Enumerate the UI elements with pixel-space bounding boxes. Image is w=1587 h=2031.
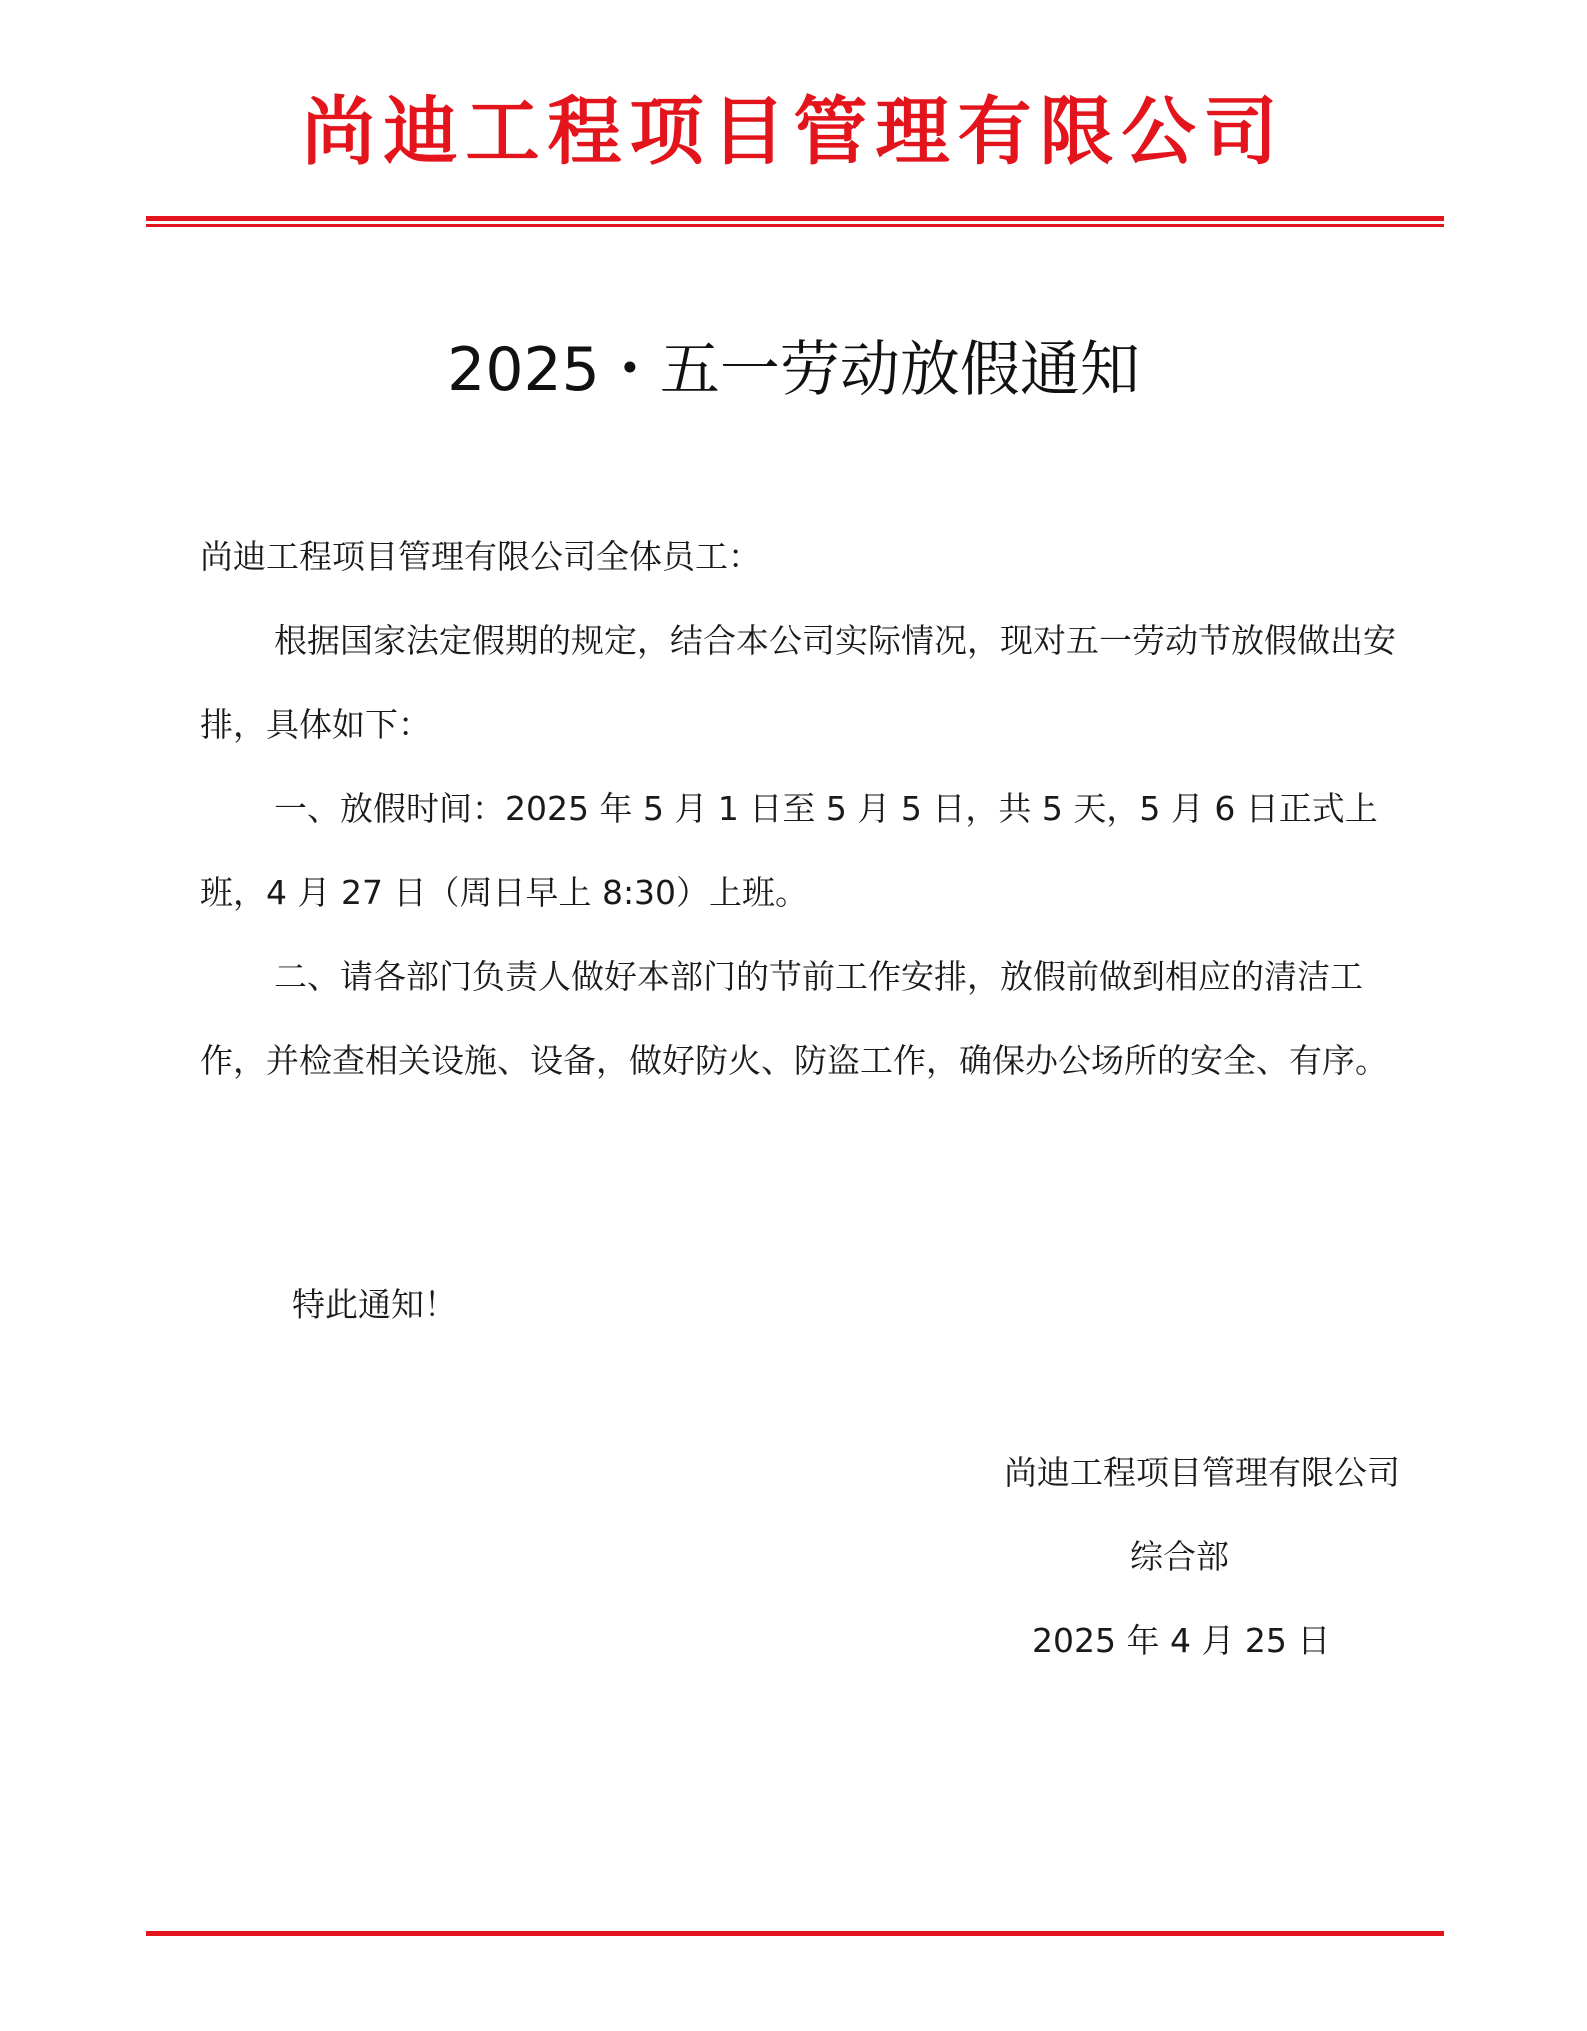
notice-title: 2025・五一劳动放假通知	[447, 335, 1140, 405]
letterhead-company-name: 尚迪工程项目管理有限公司	[301, 89, 1286, 175]
signature-department: 综合部	[1130, 1537, 1229, 1576]
salutation: 尚迪工程项目管理有限公司全体员工：	[200, 537, 761, 576]
signature-company: 尚迪工程项目管理有限公司	[1004, 1453, 1400, 1492]
footer-rule	[146, 1931, 1444, 1936]
paragraph-department-duties: 二、请各部门负责人做好本部门的节前工作安排，放假前做到相应的清洁工作，并检查相关设施、设备，做好防火、防盗工作，确保办公场所的安全、有序。	[200, 957, 1388, 1080]
closing-text: 特此通知！	[292, 1285, 457, 1324]
paragraph-holiday-time: 一、放假时间：2025 年 5 月 1 日至 5 月 5 日，共 5 天，5 月 6 日正式上班，4 月 27 日（周日早上 8:30）上班。	[200, 789, 1378, 912]
signature-date: 2025 年 4 月 25 日	[1032, 1621, 1331, 1660]
paragraph-intro: 根据国家法定假期的规定，结合本公司实际情况，现对五一劳动节放假做出安排，具体如下：	[200, 621, 1396, 744]
letterhead-double-rule	[146, 216, 1444, 227]
